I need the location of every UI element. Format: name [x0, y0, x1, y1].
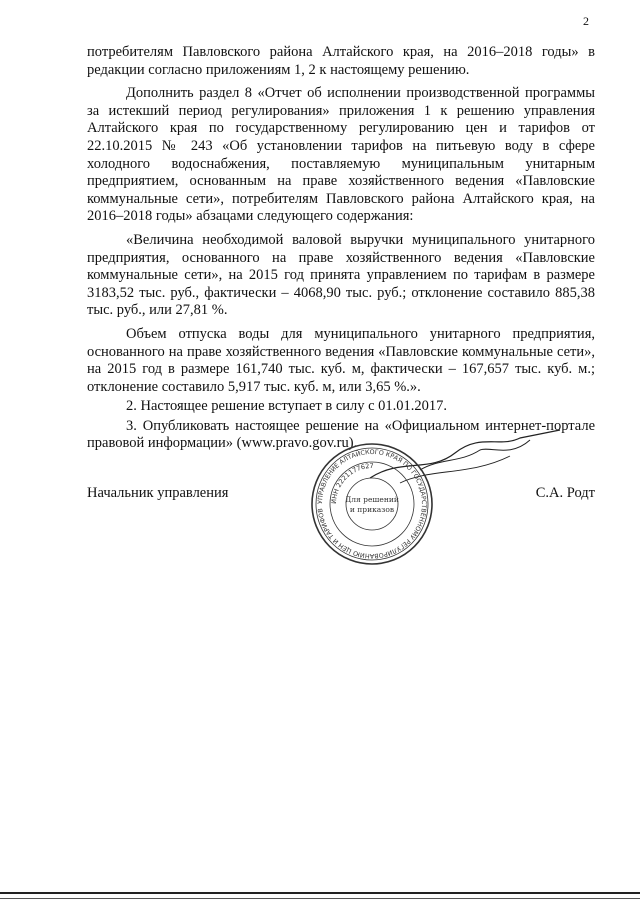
paragraph-revenue: «Величина необходимой валовой выручки муниципального унитарного предприятия, основанного на праве хозяйственного ведения «Павловские коммунальные сети», на 2015 год принята управлением по тарифам в размере 3183,52 тыс. руб., фактически – 4068,90 тыс. руб.; отклонение составило 885,38 тыс. руб., или 27,81 %.: [87, 231, 595, 319]
paragraph-publication: 3. Опубликовать настоящее решение на «Официальном интернет-портале правовой информации» (www.pravo.gov.ru).: [87, 417, 595, 452]
paragraph-water-volume: Объем отпуска воды для муниципального унитарного предприятия, основанного на праве хозяйственного ведения «Павловские коммунальные сети», на 2015 год в размере 161,740 тыс. куб. м, фактически – 167,657 тыс. куб. м.; отклонение составило 5,917 тыс. куб. м, или 3,65 %.».: [87, 325, 595, 395]
document-body: [87, 44, 595, 459]
signer-name: С.А. Родт: [535, 485, 595, 501]
bottom-border: [0, 892, 640, 894]
signer-position: Начальник управления: [87, 485, 229, 501]
paragraph-effective-date: 2. Настоящее решение вступает в силу с 01.01.2017.: [126, 398, 448, 415]
bottom-border-secondary: [0, 898, 640, 899]
stamp-inn: ИНН 2221177627: [329, 461, 374, 505]
official-stamp: [310, 442, 434, 566]
stamp-center-line1: Для решений: [345, 495, 399, 504]
page-number: 2: [583, 14, 589, 28]
paragraph-amendment: Дополнить раздел 8 «Отчет об исполнении производственной программы за истекший период регулирования» приложения 1 к решению управления Алтайского края по государственному регулированию цен и тарифов от 22.10.2015 № 243 «Об установлении тарифов на питьевую воду в сфере холодного водоснабжения, поставляемую муниципальным унитарным предприятием, основанным на праве хозяйственного ведения «Павловские коммунальные сети», потребителям Павловского района Алтайского края, на 2016–2018 годы» абзацами следующего содержания:: [87, 85, 595, 225]
stamp-center-line2: и приказов: [349, 505, 395, 514]
stamp-ring-text: УПРАВЛЕНИЕ АЛТАЙСКОГО КРАЯ ПО ГОСУДАРСТВЕННОМУ РЕГУЛИРОВАНИЮ ЦЕН И ТАРИФОВ: [316, 448, 428, 560]
paragraph-continuation: потребителям Павловского района Алтайского края, на 2016–2018 годы» в редакции согласно приложениям 1, 2 к настоящему решению.: [87, 44, 595, 78]
